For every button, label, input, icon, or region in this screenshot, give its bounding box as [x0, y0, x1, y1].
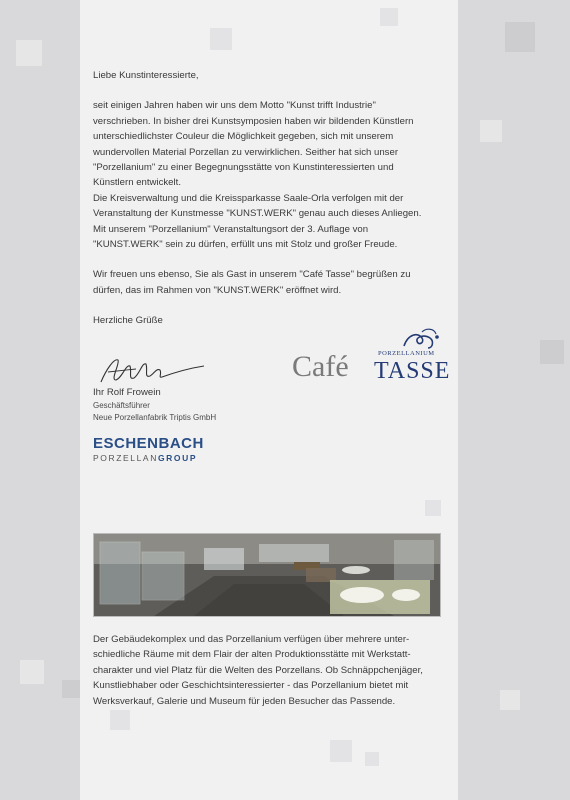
page-square [425, 500, 441, 516]
porzellangroup-wordmark [93, 453, 223, 463]
sender-role: Geschäftsführer [93, 401, 150, 410]
cafe-wordmark: Café [292, 350, 349, 383]
paragraph-line: Mit unserem "Porzellanium" Veranstaltungsort der 3. Auflage von [93, 223, 369, 235]
background-square [480, 120, 502, 142]
eschenbach-logo [93, 435, 223, 463]
background-square [540, 340, 564, 364]
letter-body [93, 68, 433, 329]
page-square [365, 752, 379, 766]
paragraph-line: wundervollen Material Porzellan zu verwirklichen. Seither hat sich unser [93, 146, 399, 158]
caption-line: Kunstliebhaber oder Geschichtsinteressierter - das Porzellanium bietet mit [93, 680, 409, 692]
background-square [20, 660, 44, 684]
eschenbach-wordmark: ESCHENBACH [93, 435, 204, 452]
paragraph-line: seit einigen Jahren haben wir uns dem Motto "Kunst trifft Industrie" [93, 100, 376, 112]
paragraph-line: "KUNST.WERK" sein zu dürfen, erfüllt uns mit Stolz und großer Freude. [93, 239, 398, 251]
background-square [62, 680, 80, 698]
background-square [16, 40, 42, 66]
interior-photo [93, 533, 441, 617]
porzellan-word: PORZELLAN [93, 453, 158, 463]
salutation: Liebe Kunstinteressierte, [93, 70, 199, 81]
page-square [110, 710, 130, 730]
caption-line: Werksverkauf, Galerie und Museum für jeden Besucher das Passende. [93, 695, 396, 707]
caption-line: Der Gebäudekomplex und das Porzellanium verfügen über mehrere unter- [93, 634, 410, 645]
caption-line: charakter und viel Platz für die Welten des Porzellans. Ob Schnäppchenjäger, [93, 664, 423, 676]
caption-line: schiedliche Räume mit dem Flair der alten Produktionsstätte mit Werkstatt- [93, 649, 411, 661]
paragraph-line: dürfen, das im Rahmen von "KUNST.WERK" eröffnet wird. [93, 284, 342, 296]
signature-image [96, 350, 206, 390]
cafe-tasse-logo [290, 328, 451, 386]
paragraph-line: unterschiedlichster Couleur die Möglichkeit gegeben, sich mit unserem [93, 131, 394, 143]
tasse-wordmark: TASSE [374, 358, 451, 384]
paragraph-line: verschrieben. In bisher drei Kunstsymposien haben wir bildenden Künstlern [93, 115, 414, 127]
interior-photo-drawing [94, 534, 440, 616]
photo-caption [93, 632, 443, 709]
paragraph-line: Wir freuen uns ebenso, Sie als Gast in unserem "Café Tasse" begrüßen zu [93, 269, 411, 281]
page-square [210, 28, 232, 50]
sender-name: Ihr Rolf Frowein [93, 387, 161, 398]
closing: Herzliche Grüße [93, 315, 163, 327]
background-square [505, 22, 535, 52]
paragraph-line: Veranstaltung der Kunstmesse "KUNST.WERK" genau auch dieses Anliegen. [93, 208, 422, 220]
porzellanium-wordmark: PORZELLANIUM [378, 350, 435, 357]
paragraph-line: Künstlern entwickelt. [93, 177, 181, 189]
group-word: GROUP [157, 453, 198, 463]
page-square [380, 8, 398, 26]
sender-company: Neue Porzellanfabrik Triptis GmbH [93, 413, 217, 422]
paragraph-line: Die Kreisverwaltung und die Kreissparkasse Saale-Orla verfolgen mit der [93, 192, 404, 204]
paragraph-line: "Porzellanium" zu einer Begegnungsstätte von Kunstinteressierten und [93, 162, 394, 174]
background-square [500, 690, 520, 710]
page-square [330, 740, 352, 762]
